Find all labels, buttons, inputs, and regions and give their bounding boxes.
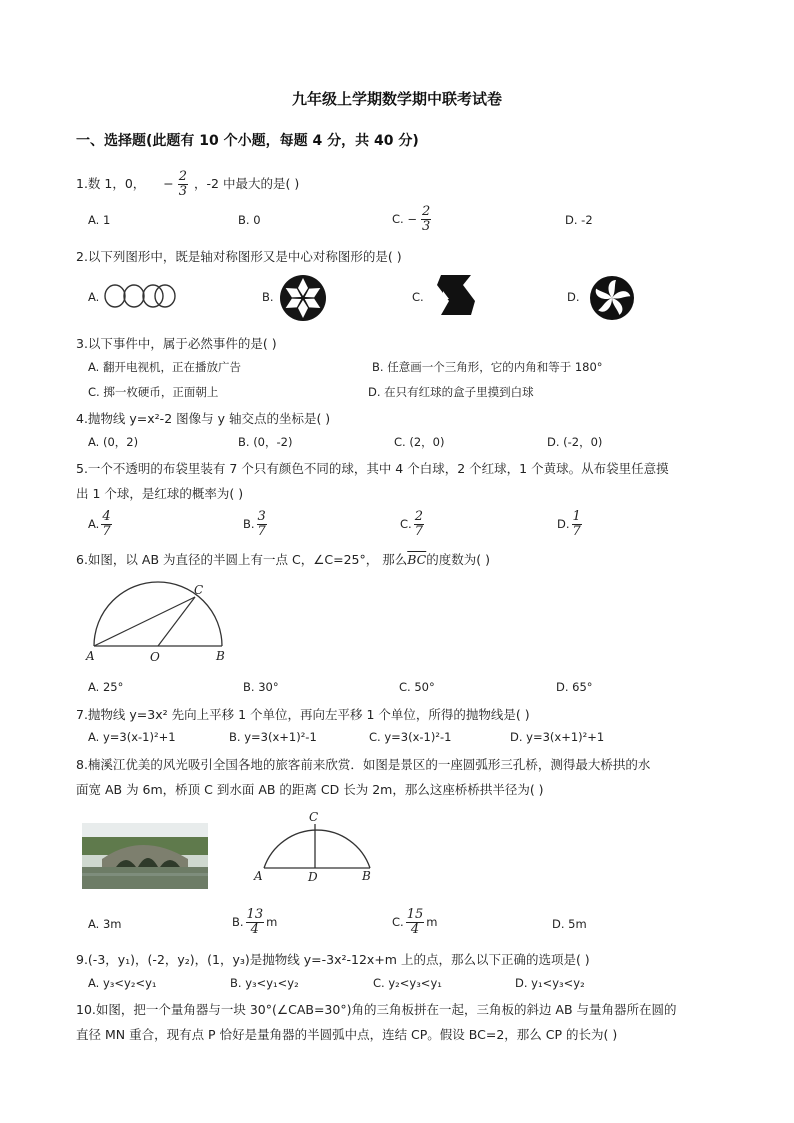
question-2: 2.以下列图形中，既是轴对称图形又是中心对称图形的是( ) bbox=[76, 249, 402, 264]
question-10-line-1: 10.如图，把一个量角器与一块 30°(∠CAB=30°)角的三角板拼在一起，三角板的斜边 AB 与量角器所在圆的 bbox=[76, 1002, 677, 1017]
q4-option-a[interactable]: A. (0，2) bbox=[88, 435, 139, 449]
q7-option-d[interactable]: D. y=3(x+1)²+1 bbox=[510, 730, 605, 744]
bridge-arch-diagram bbox=[252, 808, 382, 888]
q7-option-b[interactable]: B. y=3(x+1)²-1 bbox=[229, 730, 317, 744]
q2-option-d[interactable]: D. bbox=[567, 290, 580, 304]
q2-option-b[interactable]: B. bbox=[262, 290, 274, 304]
question-4: 4.抛物线 y=x²-2 图像与 y 轴交点的坐标是( ) bbox=[76, 411, 331, 426]
q3-option-a[interactable]: A. 翻开电视机，正在播放广告 bbox=[88, 360, 241, 374]
q8-option-a[interactable]: A. 3m bbox=[88, 917, 122, 931]
question-5-line-2: 出 1 个球，是红球的概率为( ) bbox=[76, 486, 244, 501]
q4-option-c[interactable]: C. (2，0) bbox=[394, 435, 445, 449]
q6-option-d[interactable]: D. 65° bbox=[556, 680, 593, 694]
q9-option-a[interactable]: A. y₃<y₂<y₁ bbox=[88, 976, 157, 990]
q6-option-c[interactable]: C. 50° bbox=[399, 680, 435, 694]
question-8-line-2: 面宽 AB 为 6m，桥顶 C 到水面 AB 的距离 CD 长为 2m，那么这座桥桥拱半径为( ) bbox=[76, 782, 544, 797]
arc-bc: $\overline{BC}$ bbox=[407, 552, 427, 567]
question-3: 3.以下事件中，属于必然事件的是( ) bbox=[76, 336, 277, 351]
olympic-rings-icon bbox=[103, 281, 177, 311]
question-8-line-1: 8.楠溪江优美的风光吸引全国各地的旅客前来欣赏．如图是景区的一座圆弧形三孔桥，测得最大桥拱的水 bbox=[76, 757, 651, 772]
s-logo-icon bbox=[433, 271, 479, 319]
label-b: B bbox=[362, 869, 371, 883]
q8-option-b[interactable]: B. $\frac{13}{4}$ m bbox=[232, 907, 278, 937]
q3-option-c[interactable]: C. 掷一枚硬币，正面朝上 bbox=[88, 385, 219, 399]
label-o: O bbox=[150, 650, 160, 664]
q1-fraction: $\frac{2}{3}$ bbox=[178, 169, 188, 199]
q8-option-d[interactable]: D. 5m bbox=[552, 917, 587, 931]
section-heading: 一、选择题(此题有 10 个小题，每题 4 分，共 40 分) bbox=[76, 133, 419, 149]
q1-option-b[interactable]: B. 0 bbox=[238, 213, 261, 227]
q4-option-d[interactable]: D. (-2，0) bbox=[547, 435, 603, 449]
q8-option-c[interactable]: C. $\frac{15}{4}$ m bbox=[392, 907, 438, 937]
label-c: C bbox=[194, 583, 204, 597]
q3-option-d[interactable]: D. 在只有红球的盒子里摸到白球 bbox=[368, 385, 534, 399]
label-a: A bbox=[254, 869, 263, 883]
question-6: 6.如图，以 AB 为直径的半圆上有一点 C，∠C=25°， 那么$\overline{BC}$的度数为( ) bbox=[76, 552, 490, 567]
q3-option-b[interactable]: B. 任意画一个三角形，它的内角和等于 180° bbox=[372, 360, 603, 374]
question-10-line-2: 直径 MN 重合，现有点 P 恰好是量角器的半圆弧中点，连结 CP。假设 BC=2，那么 CP 的长为( ) bbox=[76, 1027, 618, 1042]
q2-option-a[interactable]: A. bbox=[88, 290, 100, 304]
q4-option-b[interactable]: B. (0，-2) bbox=[238, 435, 293, 449]
q9-option-d[interactable]: D. y₁<y₃<y₂ bbox=[515, 976, 585, 990]
q7-option-a[interactable]: A. y=3(x-1)²+1 bbox=[88, 730, 176, 744]
q5-option-b[interactable]: B. $\frac{3}{7}$ bbox=[243, 509, 266, 539]
q5-option-a[interactable]: A. $\frac{4}{7}$ bbox=[88, 509, 111, 539]
q5-option-c[interactable]: C. $\frac{2}{7}$ bbox=[400, 509, 423, 539]
label-a: A bbox=[86, 649, 95, 663]
question-9: 9.(-3，y₁)，(-2，y₂)，(1，y₃)是抛物线 y=-3x²-12x+m 上的点，那么以下正确的选项是( ) bbox=[76, 952, 590, 967]
q1-option-a[interactable]: A. 1 bbox=[88, 213, 111, 227]
hexagon-flower-icon bbox=[278, 273, 328, 323]
bridge-photo bbox=[82, 823, 208, 889]
page-title: 九年级上学期数学期中联考试卷 bbox=[291, 90, 502, 108]
q9-option-c[interactable]: C. y₂<y₃<y₁ bbox=[373, 976, 442, 990]
label-c: C bbox=[309, 810, 319, 824]
question-1: 1.数 1，0， − $\frac{2}{3}$ ，-2 中最大的是( ) bbox=[76, 169, 300, 199]
question-5-line-1: 5.一个不透明的布袋里装有 7 个只有颜色不同的球，其中 4 个白球，2 个红球，1 个黄球。从布袋里任意摸 bbox=[76, 461, 669, 476]
q5-option-d[interactable]: D. $\frac{1}{7}$ bbox=[557, 509, 581, 539]
semicircle-diagram bbox=[82, 580, 232, 665]
q6-option-b[interactable]: B. 30° bbox=[243, 680, 279, 694]
q9-option-b[interactable]: B. y₃<y₁<y₂ bbox=[230, 976, 299, 990]
bauhinia-flower-icon bbox=[588, 274, 636, 322]
q1-pre: 1.数 1，0， bbox=[76, 176, 146, 191]
label-d: D bbox=[308, 870, 318, 884]
q2-option-c[interactable]: C. bbox=[412, 290, 424, 304]
q1-option-d[interactable]: D. -2 bbox=[565, 213, 593, 227]
label-b: B bbox=[216, 649, 225, 663]
question-7: 7.抛物线 y=3x² 先向上平移 1 个单位，再向左平移 1 个单位，所得的抛物线是( ) bbox=[76, 707, 530, 722]
q1-option-c[interactable]: C. − $\frac{2}{3}$ bbox=[392, 204, 431, 234]
q6-option-a[interactable]: A. 25° bbox=[88, 680, 124, 694]
q7-option-c[interactable]: C. y=3(x-1)²-1 bbox=[369, 730, 452, 744]
q1-post: ，-2 中最大的是( ) bbox=[194, 176, 300, 191]
